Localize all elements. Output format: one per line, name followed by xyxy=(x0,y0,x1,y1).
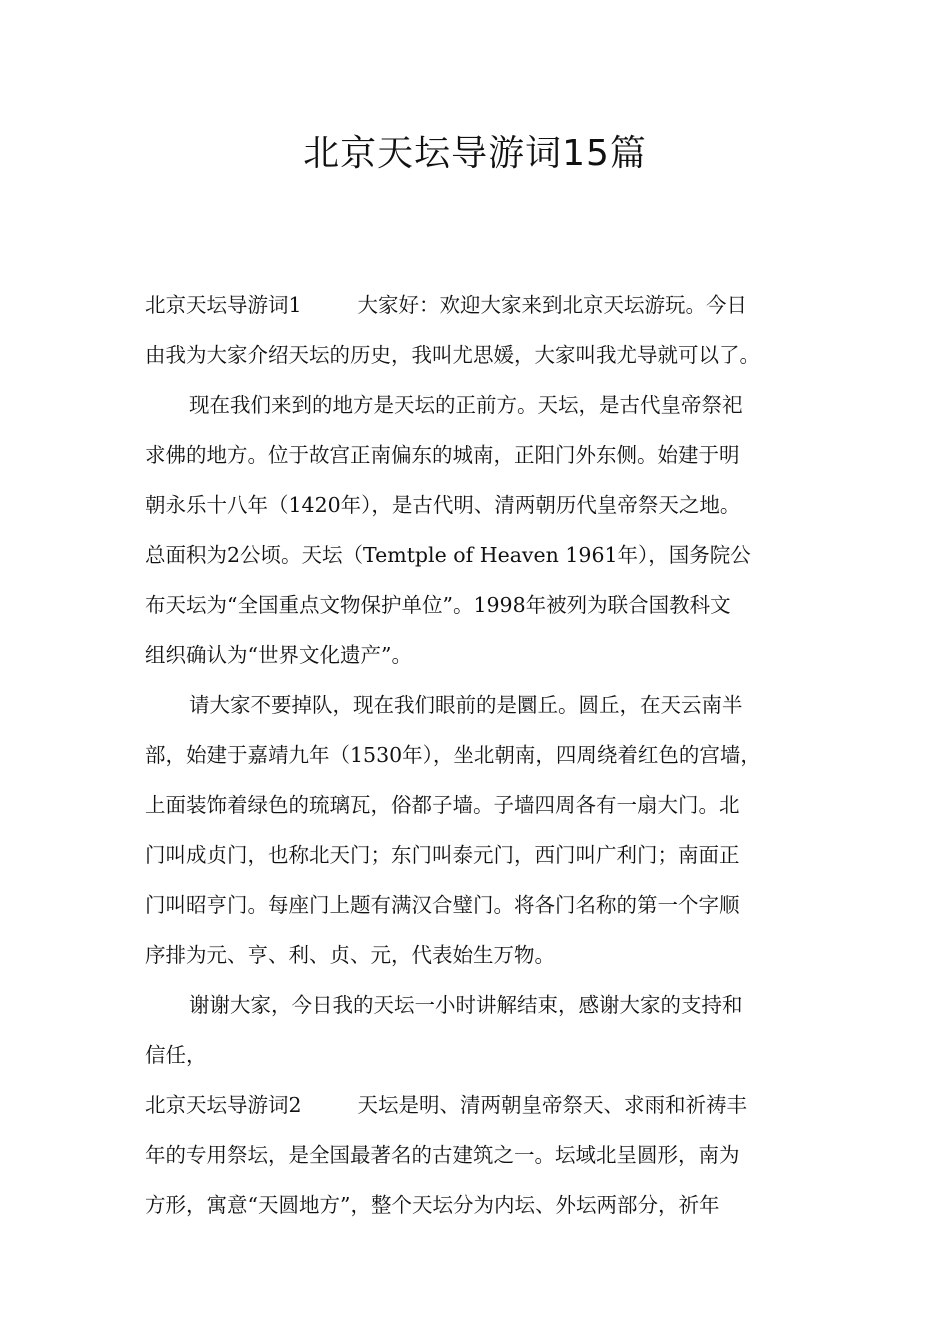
section-heading-line xyxy=(145,1080,810,1130)
paragraph-text: 天坛是明、清两朝皇帝祭天、求雨和祈祷丰 xyxy=(357,1093,748,1117)
section-heading-line xyxy=(145,280,810,330)
text-line: 部，始建于嘉靖九年（1530年），坐北朝南，四周绕着红色的宫墙， xyxy=(145,743,761,767)
text-line: 朝永乐十八年（1420年），是古代明、清两朝历代皇帝祭天之地。 xyxy=(145,493,741,517)
paragraph-start-line: 请大家不要掉队，现在我们眼前的是圜丘。圆丘，在天云南半 xyxy=(189,693,743,717)
text-line: 总面积为2公顷。天坛（Temtple of Heaven 1961年），国务院公 xyxy=(145,543,751,567)
text-line: 门叫成贞门，也称北天门；东门叫泰元门，西门叫广利门；南面正 xyxy=(145,843,740,867)
paragraph-start-line: 谢谢大家，今日我的天坛一小时讲解结束，感谢大家的支持和 xyxy=(189,993,743,1017)
text-line: 年的专用祭坛，是全国最著名的古建筑之一。坛域北呈圆形，南为 xyxy=(145,1143,740,1167)
text-line: 上面装饰着绿色的琉璃瓦，俗都子墙。子墙四周各有一扇大门。北 xyxy=(145,793,740,817)
text-line: 信任， xyxy=(145,1043,207,1067)
text-line: 由我为大家介绍天坛的历史，我叫尤思媛，大家叫我尤导就可以了。 xyxy=(145,343,760,367)
text-line: 求佛的地方。位于故宫正南偏东的城南，正阳门外东侧。始建于明 xyxy=(145,443,740,467)
paragraph-start-line: 现在我们来到的地方是天坛的正前方。天坛，是古代皇帝祭祀 xyxy=(189,393,743,417)
text-line: 组织确认为“世界文化遗产”。 xyxy=(145,643,412,667)
text-line: 布天坛为“全国重点文物保护单位”。1998年被列为联合国教科文 xyxy=(145,593,731,617)
page-title: 北京天坛导游词15篇 xyxy=(303,133,647,174)
text-line: 方形，寓意“天圆地方”，整个天坛分为内坛、外坛两部分，祈年 xyxy=(145,1193,720,1217)
section-heading: 北京天坛导游词1 xyxy=(145,293,302,317)
text-line: 门叫昭亨门。每座门上题有满汉合璧门。将各门名称的第一个字顺 xyxy=(145,893,740,917)
document-body xyxy=(145,280,810,1230)
section-heading: 北京天坛导游词2 xyxy=(145,1093,302,1117)
paragraph-text: 大家好：欢迎大家来到北京天坛游玩。今日 xyxy=(357,293,748,317)
text-line: 序排为元、亨、利、贞、元，代表始生万物。 xyxy=(145,943,555,967)
